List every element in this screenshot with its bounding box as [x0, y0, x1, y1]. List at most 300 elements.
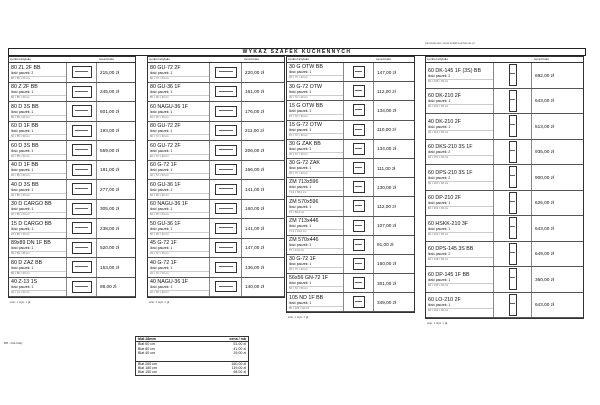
cabinet-price: 220,00 zł: [245, 69, 265, 75]
cabinet-drawing: [72, 183, 92, 195]
cabinet-name: 89x89 DN 1F BB: [11, 240, 51, 246]
cabinet-name: 60 DK-210 2F: [428, 93, 461, 99]
cabinet-image: [344, 236, 374, 254]
cabinet-packages: ilość paczek: 2: [428, 175, 451, 180]
cabinet-image: [344, 178, 374, 196]
table-row: [148, 63, 284, 83]
cabinet-name-cell: [9, 83, 67, 102]
top-note: zamówienia: www.szafki-kuchenne.pl: [425, 41, 475, 45]
cabinet-drawing: [353, 104, 365, 116]
cabinet-price: 900,00 zł: [535, 174, 555, 180]
cabinet-name-cell: [148, 258, 210, 277]
cabinet-name-cell: [287, 101, 344, 119]
cabinet-name-cell: [426, 293, 494, 318]
cabinet-packages: ilość paczek: 1: [428, 303, 451, 307]
cabinet-name-cell: [9, 219, 67, 238]
cabinet-name-cell: [9, 239, 67, 258]
cabinet-dimensions: 60 × 210 × 60 cm: [428, 181, 493, 186]
cabinet-drawing: [72, 125, 92, 137]
cabinet-dimensions: 80 × 72 × 30 cm: [150, 134, 209, 139]
countertop-header-price: cena / mb: [229, 337, 246, 341]
cabinet-name: 30 G ZAK BB: [289, 141, 321, 148]
cabinet-dimensions: 60 × 145 × 60 cm: [428, 283, 493, 288]
cabinet-packages: ilość paczek: 1: [289, 281, 312, 286]
cabinet-drawing: [509, 64, 517, 86]
cabinet-drawing: [72, 164, 92, 176]
cabinet-image: [210, 180, 242, 199]
cabinet-packages: ilość paczek: 1: [150, 265, 173, 270]
table-row: [9, 122, 135, 142]
cabinet-price: 111,00 zł: [377, 165, 396, 171]
cabinet-dimensions: 80 × 85 × 60 cm: [11, 95, 66, 100]
cabinet-name-cell: [9, 122, 67, 141]
cabinet-image: [494, 267, 532, 292]
cabinet-price: 147,00 zł: [245, 245, 265, 251]
table-footnote: szer. × wys. × gł.: [10, 300, 31, 304]
cabinet-image: [344, 217, 374, 235]
cabinet-name-cell: [148, 278, 210, 297]
cabinet-drawing: [353, 124, 365, 136]
table-row: [287, 101, 414, 120]
cabinet-price: 301,00 zł: [377, 280, 397, 286]
header-price: cena brutto: [376, 57, 392, 61]
cabinet-dimensions: 60 × 210 × 60 cm: [428, 104, 493, 109]
cabinet-name: 30 G-72 OTW: [289, 83, 322, 90]
cabinet-name: 60 LO-210 2F: [428, 297, 461, 303]
cabinet-name: 15 G-72 OTW: [289, 121, 322, 128]
cabinet-image: [494, 89, 532, 114]
cabinet-packages: ilość paczek: 1: [150, 226, 173, 231]
table-row: [9, 83, 135, 103]
table-row: [148, 161, 284, 181]
cabinet-packages: ilość paczek: 1: [11, 187, 34, 192]
cabinet-packages: ilość paczek: 1: [11, 246, 34, 250]
cabinet-image: [494, 140, 532, 165]
table-row: [287, 255, 414, 274]
table-row: [148, 102, 284, 122]
cabinet-price: 643,00 zł: [535, 98, 555, 104]
cabinet-name: 30 D CARGO BB: [11, 201, 52, 207]
countertop-price: 98,00 zł: [233, 370, 246, 375]
cabinet-name-cell: [9, 141, 67, 160]
table-footnote: szer. × wys. × gł.: [427, 321, 448, 325]
cabinet-name-cell: [148, 83, 210, 102]
cabinet-name: 15 D CARGO BB: [11, 220, 52, 227]
cabinet-dimensions: 56 × 72 × 56 cm: [289, 286, 343, 291]
table-row: [148, 278, 284, 298]
cabinet-name-cell: [148, 239, 210, 258]
cabinet-price: 147,00 zł: [377, 69, 397, 75]
table-row: [287, 159, 414, 178]
table-row: [426, 63, 583, 89]
cabinet-name-cell: [426, 216, 494, 241]
cabinet-drawing: [353, 239, 365, 251]
table-row: [148, 141, 284, 161]
cabinet-name-cell: [9, 102, 67, 121]
cabinet-name-cell: [148, 219, 210, 238]
table-row: [287, 140, 414, 159]
cabinet-dimensions: 40 × 72 × 30 cm: [150, 271, 209, 276]
cabinet-name-cell: [287, 197, 344, 215]
countertop-price: 119,00 zł: [231, 365, 246, 370]
cabinet-dimensions: 60 × 85 × 60 cm: [11, 154, 66, 159]
cabinet-name: 40 Z-13 1S: [11, 279, 38, 285]
cabinet-name: 30 G-72 ZAK: [289, 160, 320, 167]
cabinet-drawing: [353, 258, 365, 270]
table-row: [9, 200, 135, 220]
cabinet-name: 60 HSKK-210 3F: [428, 220, 469, 227]
cabinet-dimensions: 60 × 72 × 30 cm: [150, 173, 209, 178]
cabinet-dimensions: 80 × 85 × 60 cm: [11, 115, 66, 120]
cabinet-image: [494, 293, 532, 318]
cabinet-packages: ilość paczek: 1: [150, 207, 173, 211]
cabinet-name: ZM 713x596: [289, 179, 319, 186]
cabinet-packages: ilość paczek: 1: [428, 201, 451, 205]
cabinet-name-cell: [287, 255, 344, 273]
cabinet-price: 215,00 zł: [100, 69, 120, 75]
cabinet-dimensions: 89 × 85 × 89 cm: [11, 251, 66, 256]
cabinet-packages: ilość paczek: 2: [428, 252, 451, 256]
cabinet-dimensions: 50 × 36 × 30 cm: [150, 232, 209, 237]
cabinet-image: [494, 165, 532, 190]
table-row: [426, 242, 583, 268]
header-price: cena brutto: [99, 57, 115, 61]
cabinet-dimensions: 30 × 85 × 60 cm: [11, 212, 66, 217]
cabinet-drawing: [72, 144, 92, 156]
cabinet-table-4: [425, 56, 584, 319]
cabinet-name-cell: [426, 191, 494, 216]
cabinet-price: 134,00 zł: [377, 146, 397, 152]
cabinet-name: 40 NAGU-36 1F: [150, 279, 188, 285]
cabinet-packages: ilość paczek: 1: [11, 109, 34, 114]
cabinet-price: 136,00 zł: [245, 264, 265, 270]
cabinet-dimensions: 57 × 59,6 cm: [289, 210, 343, 215]
cabinet-image: [344, 140, 374, 158]
cabinet-price: 649,00 zł: [535, 251, 555, 257]
cabinet-name-cell: [9, 258, 67, 277]
table-row: [148, 200, 284, 220]
cabinet-price: 160,00 zł: [377, 261, 397, 267]
table-row: [148, 180, 284, 200]
table-row: [9, 63, 135, 83]
cabinet-dimensions: 40 × 36 × 30 cm: [150, 290, 209, 295]
cabinet-name: 60 NAGU-36 1F: [150, 103, 188, 110]
cabinet-drawing: [72, 203, 92, 215]
cabinet-drawing: [72, 281, 92, 293]
cabinet-name: 60 G-72 1F: [150, 162, 177, 168]
cabinet-name-cell: [287, 236, 344, 254]
cabinet-name-cell: [148, 122, 210, 141]
table-row: [9, 258, 135, 278]
cabinet-drawing: [215, 262, 237, 273]
cabinet-dimensions: 80 × 85 × 60 cm: [11, 76, 66, 81]
cabinet-name: 45 G-72 1F: [150, 240, 177, 246]
cabinet-packages: ilość paczek: 1: [150, 187, 173, 192]
cabinet-dimensions: 30 × 72 × 30 cm: [289, 171, 343, 176]
table-row: [287, 236, 414, 255]
cabinet-price: 513,00 zł: [535, 123, 555, 129]
cabinet-name-cell: [426, 89, 494, 114]
cabinet-packages: ilość paczek: 1: [150, 246, 173, 250]
cabinet-name: 60 GU-72 2F: [150, 142, 181, 149]
cabinet-name-cell: [148, 102, 210, 121]
cabinet-drawing: [215, 106, 237, 117]
cabinet-image: [67, 122, 97, 141]
cabinet-name-cell: [426, 63, 494, 88]
cabinet-dimensions: 80 × 36 × 30 cm: [150, 95, 209, 100]
cabinet-drawing: [72, 222, 92, 234]
cabinet-drawing: [509, 294, 517, 316]
cabinet-drawing: [353, 277, 365, 289]
cabinet-packages: ilość paczek: 1: [289, 185, 312, 190]
countertop-label: Blat 60 cm: [138, 342, 155, 347]
cabinet-image: [67, 219, 97, 238]
cabinet-dimensions: 60 × 210 × 60 cm: [428, 206, 493, 211]
cabinet-packages: ilość paczek: 1: [11, 207, 34, 211]
cabinet-drawing: [215, 67, 237, 78]
cabinet-price: 160,00 zł: [245, 206, 265, 212]
cabinet-name-cell: [287, 63, 344, 81]
cabinet-drawing: [353, 220, 365, 232]
cabinet-dimensions: 30 × 72 × 30 cm: [289, 75, 343, 80]
cabinet-price: 166,00 zł: [245, 167, 265, 173]
cabinet-table-3: [286, 56, 415, 313]
cabinet-packages: ilość paczek: 1: [289, 89, 312, 94]
cabinet-image: [67, 239, 97, 258]
cabinet-drawing: [215, 184, 237, 195]
cabinet-packages: ilość paczek: 1: [289, 147, 312, 152]
table-row: [287, 197, 414, 216]
cabinet-name: 60 DK-145 1F (3S) BB: [428, 67, 481, 74]
table-row: [287, 121, 414, 140]
cabinet-drawing: [353, 143, 365, 155]
cabinet-packages: ilość paczek: 1: [150, 129, 173, 133]
cabinet-name: 60 NAGU-36 1F: [150, 201, 188, 207]
cabinet-price: 141,00 zł: [245, 225, 265, 231]
cabinet-image: [344, 159, 374, 177]
cabinet-name: 40 DK-210 2F: [428, 118, 461, 125]
header-price: cena brutto: [244, 57, 260, 61]
cabinet-name-cell: [287, 178, 344, 196]
cabinet-dimensions: 80 × 85 × 60 cm: [11, 271, 66, 276]
cabinet-image: [210, 122, 242, 141]
cabinet-dimensions: 60 × 72 × 30 cm: [150, 154, 209, 159]
cabinet-drawing: [72, 105, 92, 117]
cabinet-packages: ilość paczek: 2: [11, 70, 34, 75]
cabinet-price: 110,00 zł: [377, 127, 396, 133]
cabinet-name: 56x56 GN-72 1F: [289, 275, 329, 282]
cabinet-packages: ilość paczek: 2: [428, 73, 451, 78]
cabinet-image: [494, 242, 532, 267]
cabinet-image: [67, 63, 97, 82]
cabinet-price: 305,00 zł: [100, 206, 120, 212]
countertop-price: 29,00 zł: [233, 351, 246, 356]
cabinet-image: [210, 102, 242, 121]
cabinet-name-cell: [426, 140, 494, 165]
cabinet-image: [494, 216, 532, 241]
countertop-row: [136, 370, 248, 374]
cabinet-packages: ilość paczek: 1: [150, 148, 173, 153]
header-name: symbol artykułu: [427, 57, 448, 61]
cabinet-packages: ilość paczek: 1: [289, 243, 312, 248]
cabinet-price: 153,00 zł: [100, 264, 120, 270]
header-name: symbol artykułu: [149, 57, 170, 61]
countertop-label: Blat 80 cm: [138, 346, 155, 351]
cabinet-image: [494, 191, 532, 216]
header-name: symbol artykułu: [288, 57, 309, 61]
cabinet-name-cell: [426, 165, 494, 190]
cabinet-image: [344, 121, 374, 139]
cabinet-price: 626,00 zł: [535, 200, 555, 206]
cabinet-dimensions: 40 × 13 × 60 cm: [11, 290, 66, 295]
cabinet-image: [67, 102, 97, 121]
cabinet-image: [210, 161, 242, 180]
cabinet-drawing: [353, 66, 365, 78]
table-row: [426, 89, 583, 115]
cabinet-price: 643,00 zł: [535, 225, 555, 231]
table-row: [426, 140, 583, 166]
cabinet-dimensions: 80 × 72 × 30 cm: [150, 76, 209, 81]
cabinet-drawing: [72, 66, 92, 78]
cabinet-name: 60 DP-210 2F: [428, 195, 461, 201]
cabinet-dimensions: 40 × 210 × 60 cm: [428, 130, 493, 135]
cabinet-packages: ilość paczek: 1: [150, 168, 173, 172]
cabinet-drawing: [509, 268, 517, 290]
cabinet-drawing: [215, 203, 237, 214]
cabinet-dimensions: 60 × 210 × 60 cm: [428, 155, 493, 160]
cabinet-price: 98,00 zł: [100, 284, 117, 290]
cabinet-packages: ilość paczek: 1: [428, 99, 451, 103]
cabinet-dimensions: 40 × 85 × 60 cm: [11, 193, 66, 198]
table-row: [287, 293, 414, 312]
cabinet-name-cell: [287, 217, 344, 235]
cabinet-dimensions: 45 × 72 × 30 cm: [150, 251, 209, 256]
cabinet-price: 245,00 zł: [100, 89, 120, 95]
cabinet-name-cell: [426, 114, 494, 139]
cabinet-image: [210, 200, 242, 219]
table-footnote: szer. × wys. × gł.: [288, 315, 309, 320]
cabinet-packages: ilość paczek: 1: [150, 70, 173, 75]
cabinet-price: 193,00 zł: [100, 128, 120, 134]
cabinet-image: [67, 200, 97, 219]
cabinet-image: [344, 82, 374, 100]
cabinet-image: [67, 83, 97, 102]
cabinet-name-cell: [9, 200, 67, 219]
cabinet-drawing: [72, 261, 92, 273]
page-title: WYKAZ SZAFEK KUCHENNYCH: [8, 48, 586, 56]
countertop-price: 41,00 zł: [233, 346, 246, 351]
cabinet-packages: ilość paczek: 1: [11, 148, 34, 153]
table-row: [148, 239, 284, 259]
cabinet-dimensions: 30 × 72 × 30 cm: [289, 267, 343, 272]
cabinet-name: 80 GU-72 2F: [150, 123, 181, 129]
cabinet-dimensions: 30 × 72 × 30 cm: [289, 95, 343, 100]
cabinet-price: 349,00 zł: [377, 299, 397, 305]
cabinet-packages: ilość paczek: 1: [11, 265, 34, 270]
cabinet-price: 692,00 zł: [535, 72, 555, 78]
cabinet-name: 60 GU-36 1F: [150, 181, 181, 188]
cabinet-dimensions: 60 × 85 × 60 cm: [11, 134, 66, 139]
cabinet-price: 134,00 zł: [377, 107, 397, 113]
cabinet-drawing: [353, 85, 365, 97]
cabinet-price: 91,00 zł: [377, 242, 394, 248]
cabinet-name-cell: [9, 278, 67, 297]
cabinet-name-cell: [287, 121, 344, 139]
table-row: [9, 180, 135, 200]
table-row: [287, 274, 414, 293]
cabinet-drawing: [353, 296, 365, 308]
table-row: [287, 63, 414, 82]
cabinet-name-cell: [9, 180, 67, 199]
cabinet-name: 80 D 3S BB: [11, 103, 39, 110]
cabinet-name: 80 GU-72 2F: [150, 64, 181, 71]
cabinet-drawing: [72, 242, 92, 254]
cabinet-name: 40 D 1F BB: [11, 162, 39, 168]
header-name: symbol artykułu: [10, 57, 31, 61]
cabinet-image: [344, 63, 374, 81]
cabinet-table-2: [147, 56, 285, 298]
cabinet-name: 80 GU-36 1F: [150, 84, 181, 90]
cabinet-packages: ilość paczek: 1: [11, 226, 34, 231]
cabinet-dimensions: 15 × 85 × 60 cm: [11, 232, 66, 237]
table-row: [9, 102, 135, 122]
cabinet-name-cell: [287, 293, 344, 311]
cabinet-name: 80 ZL 2F BB: [11, 64, 41, 71]
cabinet-name: 60 D 3S BB: [11, 142, 39, 149]
cabinet-packages: ilość paczek: 1: [11, 168, 34, 172]
cabinet-name: ZM 570x446: [289, 237, 319, 244]
cabinet-image: [210, 141, 242, 160]
cabinet-price: 141,00 zł: [245, 186, 265, 192]
table-row: [148, 258, 284, 278]
cabinet-name-cell: [287, 82, 344, 100]
cabinet-drawing: [353, 200, 365, 212]
cabinet-name: 15 G OTW BB: [289, 102, 323, 109]
table-row: [9, 239, 135, 259]
cabinet-name: 105 ND 1F BB: [289, 294, 324, 301]
cabinet-name: 50 GU-36 1F: [150, 220, 181, 227]
cabinet-packages: ilość paczek: 1: [289, 300, 312, 305]
table-row: [148, 83, 284, 103]
cabinet-price: 206,00 zł: [245, 147, 265, 153]
cabinet-image: [344, 255, 374, 273]
cabinet-image: [344, 101, 374, 119]
cabinet-packages: ilość paczek: 1: [289, 166, 312, 171]
cabinet-image: [210, 239, 242, 258]
table-row: [9, 219, 135, 239]
cabinet-price: 935,00 zł: [535, 149, 555, 155]
cabinet-drawing: [509, 217, 517, 239]
cabinet-name: ZM 570x596: [289, 198, 319, 205]
table-footnote: szer. × wys. × gł.: [149, 300, 170, 304]
cabinet-dimensions: 40 × 85 × 60 cm: [11, 173, 66, 178]
table-row: [426, 165, 583, 191]
cabinet-name: 30 G OTW BB: [289, 64, 323, 71]
cabinet-dimensions: 60 × 36 × 30 cm: [150, 193, 209, 198]
cabinet-image: [67, 141, 97, 160]
cabinet-name: 30 G-72 1F: [289, 256, 316, 263]
cabinet-name-cell: [148, 141, 210, 160]
cabinet-dimensions: 57 × 44,6 cm: [289, 248, 343, 253]
countertop-price: 160,00 zł: [231, 361, 246, 366]
cabinet-price: 277,00 zł: [100, 186, 120, 192]
cabinet-image: [210, 83, 242, 102]
cabinet-image: [494, 114, 532, 139]
cabinet-price: 107,00 zł: [377, 223, 397, 229]
cabinet-dimensions: 60 × 145 × 60 cm: [428, 79, 493, 84]
cabinet-packages: ilość paczek: 1: [289, 262, 312, 267]
cabinet-packages: ilość paczek: 1: [289, 204, 312, 209]
